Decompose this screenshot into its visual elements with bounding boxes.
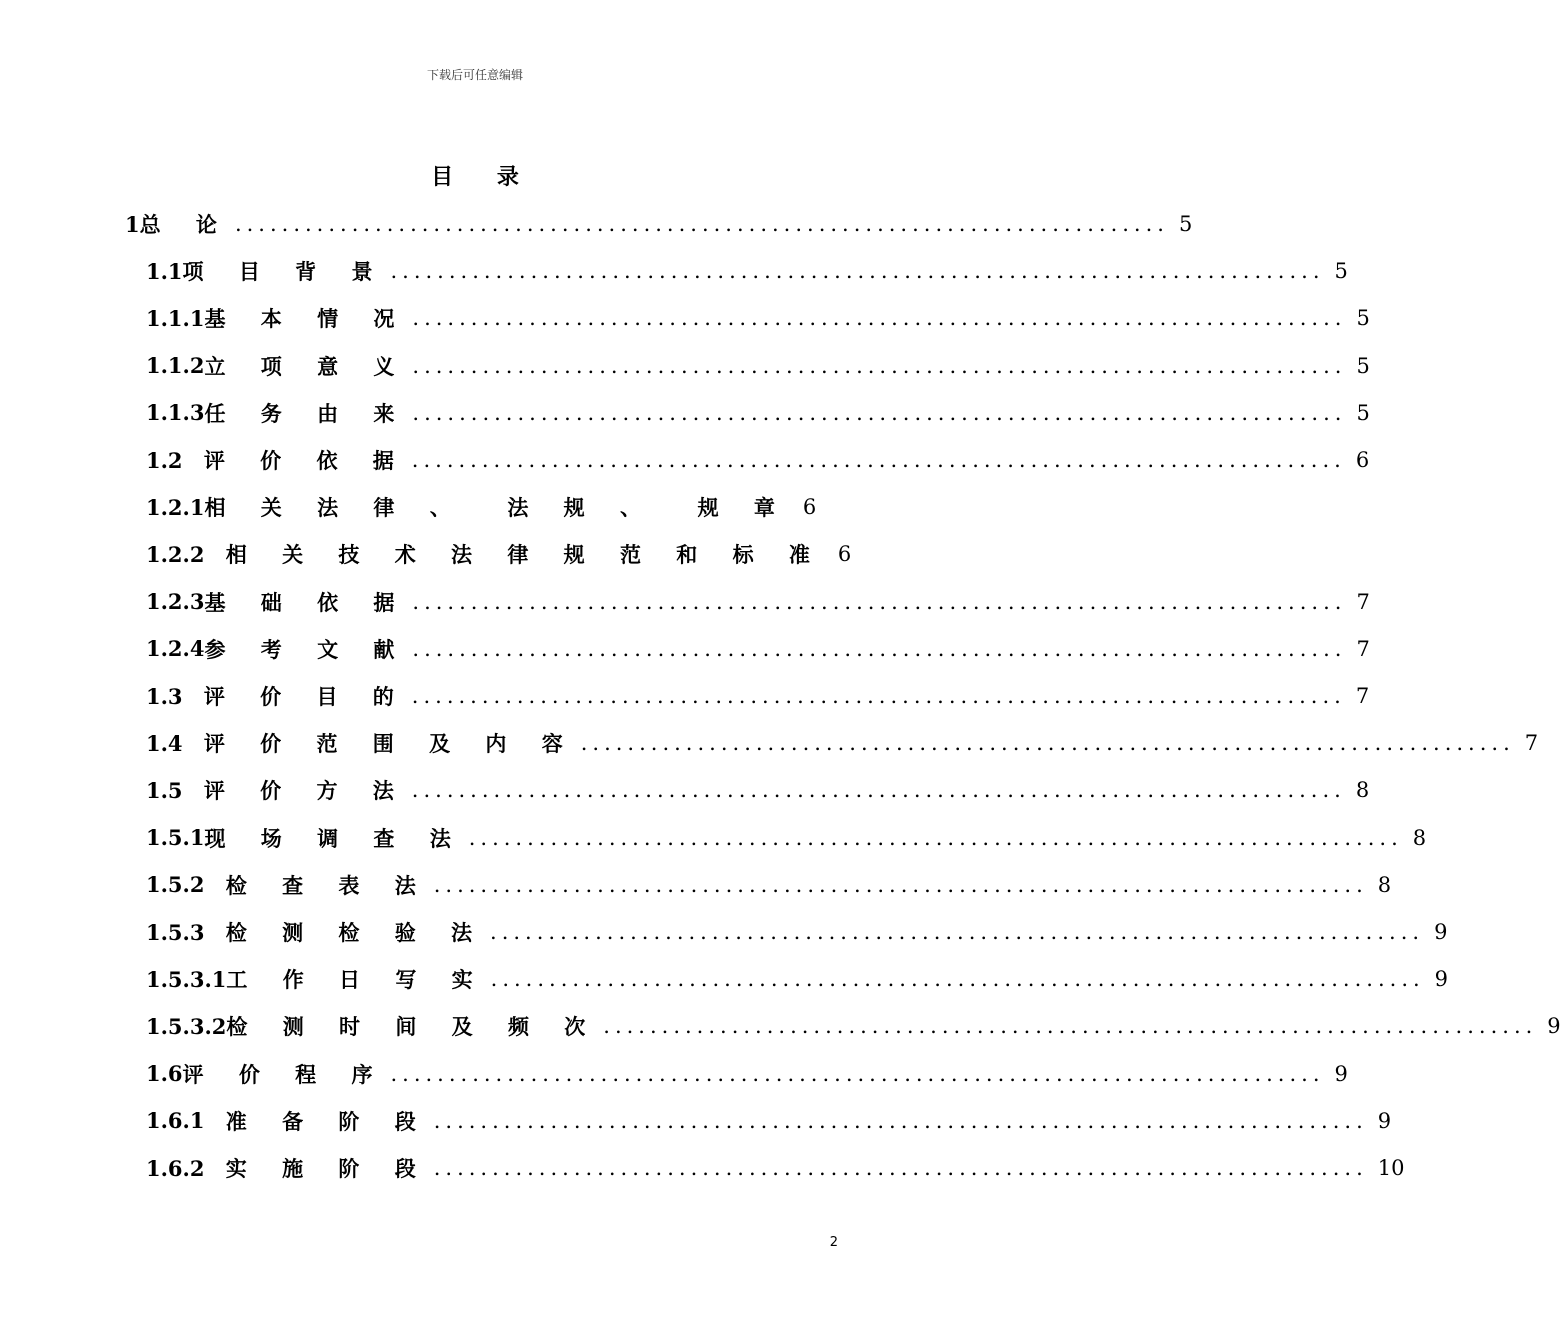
toc-entry-number: 1.5 bbox=[146, 777, 183, 803]
toc-entry-title: 检 测 时 间 及 频 次 bbox=[226, 1014, 600, 1040]
toc-entry-title: 总 论 bbox=[139, 212, 231, 237]
toc-entry-page: 8 bbox=[1355, 778, 1370, 803]
toc-entry-number: 1.2.1 bbox=[146, 494, 205, 520]
page-number: 2 bbox=[829, 1235, 838, 1250]
dot-leader: ................................................................................ bbox=[490, 967, 1425, 992]
toc-entry-title: 立 项 意 义 bbox=[204, 353, 409, 379]
dot-leader: ................................................................................ bbox=[412, 400, 1347, 425]
toc-entry[interactable] bbox=[146, 1105, 1392, 1137]
dot-leader: ................................................................................ bbox=[234, 212, 1169, 236]
dot-leader: ................................................................................ bbox=[412, 306, 1347, 331]
toc-entry[interactable] bbox=[146, 963, 1449, 995]
toc-entry[interactable] bbox=[146, 1152, 1405, 1184]
toc-entry-number: 1.5.3.1 bbox=[146, 966, 227, 992]
toc-entry-number: 1.3 bbox=[146, 683, 183, 709]
toc-entry-title: 参 考 文 献 bbox=[204, 636, 409, 662]
toc-entry-page: 5 bbox=[1178, 212, 1193, 236]
dot-leader: ................................................................................ bbox=[412, 353, 1347, 378]
dot-leader: ................................................................................ bbox=[468, 825, 1403, 850]
toc-entry-number: 1.1.2 bbox=[146, 353, 205, 379]
toc-entry-page: 6 bbox=[802, 495, 817, 520]
toc-entry-number: 1.1.1 bbox=[146, 305, 205, 331]
dot-leader: ................................................................................ bbox=[412, 636, 1347, 661]
dot-leader: ................................................................................ bbox=[433, 1156, 1368, 1180]
toc-entry-page: 5 bbox=[1356, 306, 1370, 331]
toc-entry[interactable] bbox=[146, 444, 1370, 476]
toc-entry-title: 评 价 方 法 bbox=[182, 778, 408, 804]
toc-entry-number: 1.4 bbox=[146, 730, 183, 756]
toc-entry-page: 8 bbox=[1412, 825, 1427, 850]
toc-entry-number: 1.6.1 bbox=[146, 1108, 205, 1134]
dot-leader: ................................................................................ bbox=[433, 1108, 1368, 1133]
toc-entry-page: 5 bbox=[1356, 353, 1370, 378]
toc-entry-page: 9 bbox=[1434, 967, 1449, 992]
toc-entry-page: 9 bbox=[1434, 920, 1448, 944]
toc-entry[interactable] bbox=[146, 491, 817, 523]
toc-entry-title: 相 关 法 律 、 法 规 、 规 章 bbox=[204, 495, 789, 521]
dot-leader: ................................................................................ bbox=[390, 259, 1325, 284]
toc-entry[interactable] bbox=[146, 302, 1370, 334]
toc-entry[interactable] bbox=[146, 397, 1370, 429]
toc-entry-title: 相 关 技 术 法 律 规 范 和 标 准 bbox=[204, 542, 824, 568]
toc-entry-number: 1.6 bbox=[146, 1061, 183, 1087]
toc-entry-number: 1.5.1 bbox=[146, 825, 205, 851]
toc-entry-page: 5 bbox=[1356, 400, 1370, 425]
toc-entry-number: 1.6.2 bbox=[146, 1155, 205, 1181]
dot-leader: ................................................................................ bbox=[433, 872, 1368, 897]
toc-entry-title: 基 本 情 况 bbox=[204, 306, 409, 332]
toc-entry-page: 7 bbox=[1524, 731, 1539, 756]
toc-entry-number: 1.5.3 bbox=[146, 919, 205, 945]
toc-entry-page: 6 bbox=[837, 542, 852, 567]
toc-entry-title: 项 目 背 景 bbox=[182, 259, 387, 285]
toc-entry[interactable] bbox=[146, 350, 1370, 382]
dot-leader: ................................................................................ bbox=[412, 589, 1347, 614]
toc-entry-page: 6 bbox=[1355, 448, 1370, 472]
header-note: 下载后可任意编辑 bbox=[426, 68, 523, 82]
toc-entry-page: 9 bbox=[1334, 1061, 1348, 1086]
toc-entry-number: 1.1.3 bbox=[146, 400, 205, 426]
toc-entry-number: 1.1 bbox=[146, 258, 183, 284]
toc-entry-page: 7 bbox=[1355, 684, 1370, 708]
toc-entry-page: 5 bbox=[1334, 259, 1348, 284]
toc-entry-title: 评 价 程 序 bbox=[182, 1061, 387, 1087]
toc-entry-page: 7 bbox=[1356, 636, 1370, 661]
toc-entry-number: 1.2.3 bbox=[146, 589, 205, 615]
toc-entry-number: 1.2.2 bbox=[146, 541, 205, 567]
toc-entry-page: 10 bbox=[1377, 1156, 1405, 1180]
dot-leader: ................................................................................ bbox=[603, 1014, 1538, 1039]
toc-entry[interactable] bbox=[146, 822, 1427, 854]
dot-leader: ................................................................................ bbox=[411, 684, 1346, 708]
toc-entry[interactable] bbox=[146, 586, 1370, 618]
toc-entry[interactable] bbox=[146, 774, 1370, 806]
toc-entry[interactable] bbox=[146, 633, 1370, 665]
toc-entry-title: 评 价 目 的 bbox=[182, 684, 408, 709]
toc-entry-page: 9 bbox=[1547, 1014, 1561, 1039]
dot-leader: ................................................................................ bbox=[580, 731, 1515, 756]
dot-leader: ................................................................................ bbox=[411, 778, 1346, 803]
toc-entry-title: 工 作 日 写 实 bbox=[226, 967, 487, 993]
dot-leader: ................................................................................ bbox=[411, 448, 1346, 472]
toc-entry-number: 1.2 bbox=[146, 447, 183, 473]
toc-entry-title: 基 础 依 据 bbox=[204, 589, 409, 615]
toc-entry-number: 1.5.3.2 bbox=[146, 1013, 227, 1039]
toc-entry-title: 评 价 依 据 bbox=[182, 448, 408, 473]
toc-entry-number: 1.2.4 bbox=[146, 636, 205, 662]
toc-entry[interactable] bbox=[146, 680, 1370, 712]
toc-title: 目 录 bbox=[431, 164, 537, 190]
dot-leader: ................................................................................ bbox=[490, 920, 1425, 944]
toc-entry[interactable] bbox=[125, 208, 1193, 240]
toc-entry[interactable] bbox=[146, 1058, 1348, 1090]
toc-entry[interactable] bbox=[146, 255, 1348, 287]
toc-entry[interactable] bbox=[146, 538, 852, 570]
toc-entry[interactable] bbox=[146, 916, 1448, 948]
toc-entry-title: 评 价 范 围 及 内 容 bbox=[182, 731, 577, 757]
toc-entry-title: 准 备 阶 段 bbox=[204, 1108, 430, 1134]
toc-entry-number: 1 bbox=[125, 211, 140, 237]
toc-entry-title: 检 测 检 验 法 bbox=[204, 920, 487, 945]
toc-entry[interactable] bbox=[146, 869, 1392, 901]
toc-entry-title: 检 查 表 法 bbox=[204, 872, 430, 898]
toc-entry-number: 1.5.2 bbox=[146, 872, 205, 898]
toc-entry-title: 现 场 调 查 法 bbox=[204, 825, 465, 851]
toc-entry-title: 实 施 阶 段 bbox=[204, 1156, 430, 1181]
toc-entry[interactable] bbox=[146, 1010, 1561, 1042]
dot-leader: ................................................................................ bbox=[390, 1061, 1325, 1086]
toc-entry-page: 9 bbox=[1377, 1108, 1392, 1133]
toc-entry-page: 8 bbox=[1377, 872, 1392, 897]
toc-entry[interactable] bbox=[146, 727, 1539, 759]
toc-entry-page: 7 bbox=[1356, 589, 1370, 614]
toc-entry-title: 任 务 由 来 bbox=[204, 400, 409, 426]
